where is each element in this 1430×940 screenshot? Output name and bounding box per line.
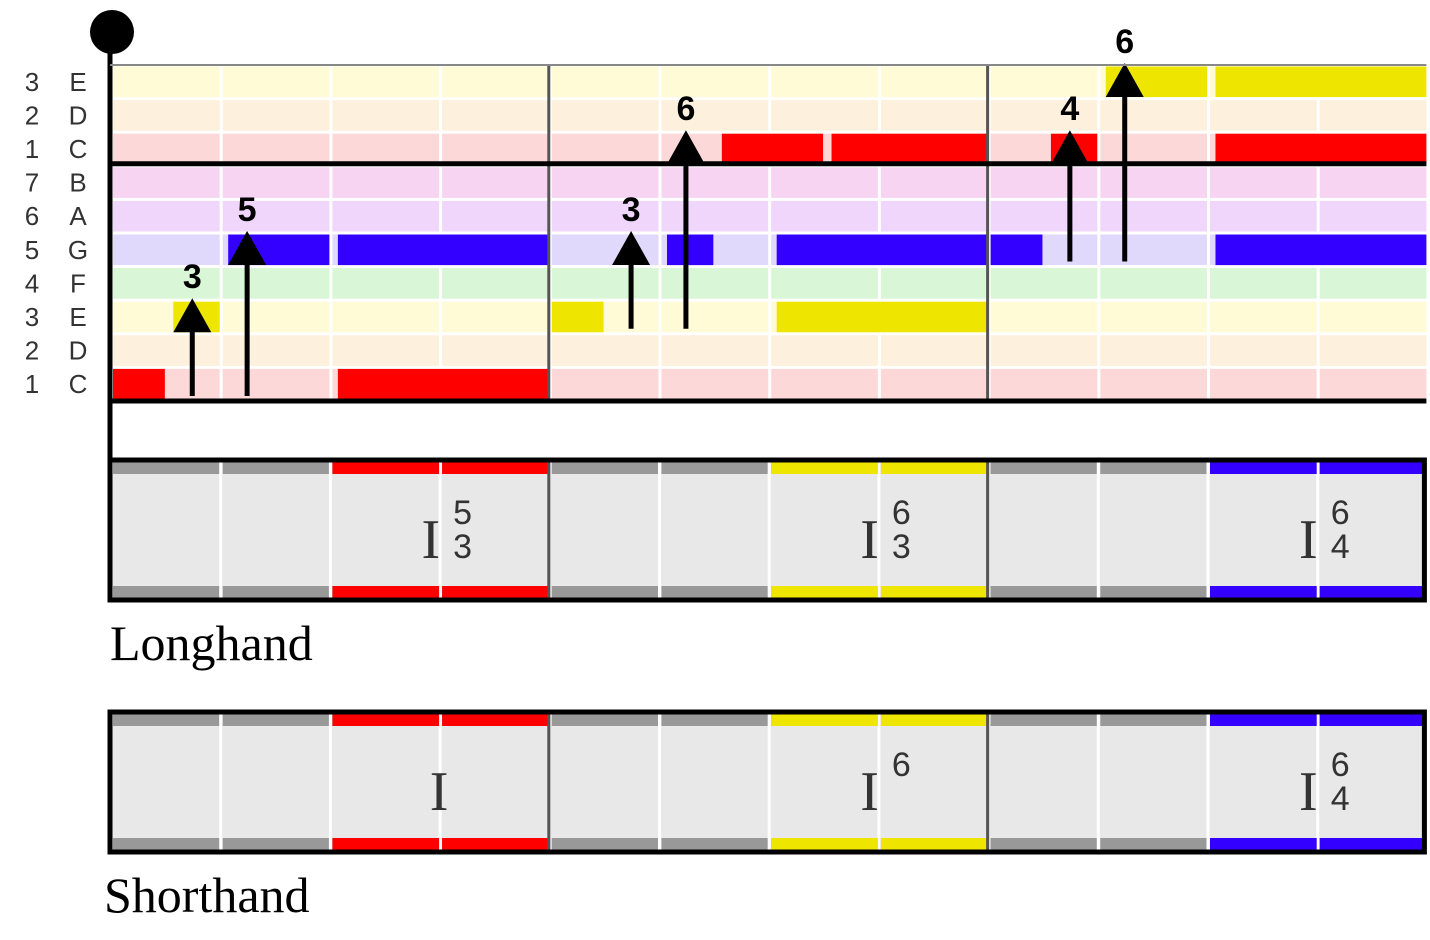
interval-label: 4 (1060, 90, 1080, 129)
figure-upper: 5 (453, 494, 473, 532)
strip-bottom-edge (223, 838, 330, 850)
roman-numeral: I (421, 509, 441, 571)
grid-cell (991, 201, 1098, 232)
grid-cell (881, 67, 988, 98)
grid-cell (552, 167, 659, 198)
grid-cell (1210, 268, 1317, 299)
grid-cell (442, 167, 549, 198)
grid-cell (1100, 167, 1207, 198)
grid-cell (552, 100, 659, 131)
grid-cell (881, 167, 988, 198)
axis-marker (90, 10, 134, 54)
grid-cell (991, 167, 1098, 198)
roman-numeral: I (429, 761, 449, 823)
strip-top-edge (552, 462, 659, 474)
note-bar (777, 235, 988, 266)
grid-cell (442, 201, 549, 232)
grid-cell (662, 268, 769, 299)
grid-cell (332, 167, 439, 198)
grid-cell (552, 67, 659, 98)
grid-cell (1210, 335, 1317, 366)
note-bar (113, 369, 165, 400)
chord-color-bar (771, 462, 878, 474)
grid-cell (1320, 335, 1427, 366)
grid-cell (991, 67, 1098, 98)
note-name-label: D (68, 335, 88, 366)
scale-degree-label: 1 (24, 369, 40, 400)
note-name-label: C (68, 369, 88, 400)
strip-top-edge (991, 714, 1098, 726)
note-bar (338, 235, 549, 266)
grid-cell (223, 369, 330, 400)
strip-bottom-edge (552, 838, 659, 850)
grid-cell (1100, 302, 1207, 333)
grid-cell (332, 302, 439, 333)
note-name-label: A (69, 201, 87, 232)
grid-cell (991, 302, 1098, 333)
note-name-label: E (69, 302, 87, 332)
grid-cell (113, 335, 220, 366)
grid-cell (332, 201, 439, 232)
grid-cell (1100, 134, 1207, 165)
scale-degree-label: 6 (24, 201, 40, 232)
chord-color-bar (1210, 586, 1317, 598)
grid-cell (1210, 100, 1317, 131)
strip-top-edge (223, 714, 330, 726)
chord-color-bar (332, 462, 439, 474)
note-bar (1215, 235, 1426, 266)
strip-bottom-edge (662, 586, 769, 598)
note-bar (667, 235, 713, 266)
interval-label: 6 (676, 90, 696, 129)
strip-top-edge (552, 714, 659, 726)
note-bar (552, 302, 604, 333)
scale-degree-label: 1 (24, 134, 40, 164)
chord-color-bar (442, 462, 549, 474)
note-name-label: G (67, 234, 89, 265)
pitch-grid (113, 67, 1426, 400)
figure-lower: 3 (453, 528, 473, 566)
note-bar (338, 369, 549, 400)
grid-cell (881, 369, 988, 400)
grid-cell (1100, 268, 1207, 299)
grid-cell (223, 67, 330, 98)
grid-cell (1100, 201, 1207, 232)
interval-label: 6 (1115, 23, 1135, 61)
note-name-label: F (70, 268, 86, 299)
strip-bottom-edge (113, 586, 220, 598)
scale-degree-label: 7 (24, 167, 40, 198)
grid-cell (113, 67, 220, 98)
roman-numeral: I (1299, 509, 1318, 571)
chord-color-bar (1320, 586, 1427, 598)
scale-degree-label: 4 (24, 268, 40, 299)
grid-cell (991, 100, 1098, 131)
chord-color-bar (1320, 838, 1427, 850)
grid-cell (771, 369, 878, 400)
strip-bottom-edge (113, 838, 220, 850)
roman-numeral: I (1299, 761, 1318, 823)
note-bar (832, 134, 988, 165)
chord-color-bar (1320, 714, 1427, 726)
strip-top-edge (223, 462, 330, 474)
chord-color-bar (881, 838, 988, 850)
chord-color-bar (1210, 714, 1317, 726)
figure-lower: 4 (1330, 780, 1350, 818)
scale-degree-label: 3 (24, 66, 40, 97)
grid-cell (1210, 302, 1317, 333)
chord-color-bar (332, 586, 439, 598)
grid-cell (113, 167, 220, 198)
strip-bottom-edge (223, 586, 330, 598)
grid-cell (771, 67, 878, 98)
grid-cell (552, 335, 659, 366)
grid-cell (442, 335, 549, 366)
grid-cell (662, 369, 769, 400)
strip-bottom-edge (1100, 586, 1207, 598)
chord-color-bar (881, 714, 988, 726)
scale-degree-label: 5 (24, 234, 40, 265)
grid-cell (771, 201, 878, 232)
note-name-label: C (68, 134, 88, 164)
grid-cell (223, 134, 330, 165)
grid-cell (662, 335, 769, 366)
grid-cell (442, 268, 549, 299)
note-bar (722, 134, 823, 165)
grid-cell (552, 201, 659, 232)
chord-color-bar (1320, 462, 1427, 474)
grid-cell (552, 369, 659, 400)
grid-cell (1210, 369, 1317, 400)
strip-top-edge (113, 714, 220, 726)
grid-cell (881, 201, 988, 232)
figure-upper: 6 (891, 746, 911, 784)
grid-cell (881, 335, 988, 366)
grid-cell (223, 302, 330, 333)
grid-cell (332, 134, 439, 165)
chord-color-bar (332, 838, 439, 850)
scale-degree-label: 3 (24, 302, 40, 332)
grid-cell (552, 268, 659, 299)
grid-cell (442, 100, 549, 131)
figure-lower: 4 (1330, 528, 1350, 566)
strip-bottom-edge (991, 838, 1098, 850)
chord-color-bar (881, 586, 988, 598)
chord-color-bar (332, 714, 439, 726)
grid-cell (113, 134, 220, 165)
grid-cell (332, 67, 439, 98)
grid-cell (771, 100, 878, 131)
strip-top-edge (1100, 714, 1207, 726)
grid-cell (442, 134, 549, 165)
grid-cell (1100, 335, 1207, 366)
grid-cell (1320, 100, 1427, 131)
figure-lower: 3 (891, 528, 911, 566)
chord-color-bar (442, 838, 549, 850)
figure-upper: 6 (1330, 746, 1350, 784)
shorthand-caption: Shorthand (104, 867, 310, 923)
grid-cell (223, 335, 330, 366)
note-bar (777, 302, 988, 333)
strip-top-edge (662, 714, 769, 726)
grid-cell (442, 302, 549, 333)
grid-cell (332, 100, 439, 131)
scale-labels (25, 67, 88, 399)
grid-cell (662, 302, 769, 333)
figure-upper: 6 (1330, 494, 1350, 532)
chord-color-bar (442, 714, 549, 726)
grid-cell (113, 235, 220, 266)
grid-cell (991, 369, 1098, 400)
grid-cell (552, 134, 659, 165)
grid-cell (1210, 201, 1317, 232)
scale-degree-label: 2 (24, 100, 40, 131)
strip-bottom-edge (662, 838, 769, 850)
grid-cell (1100, 235, 1207, 266)
chord-color-bar (1210, 838, 1317, 850)
grid-cell (1320, 268, 1427, 299)
longhand-caption: Longhand (110, 615, 313, 671)
grid-cell (1320, 369, 1427, 400)
note-name-label: D (68, 100, 88, 131)
chord-color-bar (442, 586, 549, 598)
roman-numeral: I (860, 509, 879, 571)
grid-cell (991, 335, 1098, 366)
grid-cell (113, 268, 220, 299)
chord-color-bar (771, 838, 878, 850)
strip-top-edge (1100, 462, 1207, 474)
grid-cell (442, 67, 549, 98)
grid-cell (1320, 302, 1427, 333)
grid-cell (881, 268, 988, 299)
strip-top-edge (113, 462, 220, 474)
chord-color-bar (771, 714, 878, 726)
interval-label: 5 (237, 191, 257, 229)
grid-cell (662, 201, 769, 232)
grid-cell (113, 100, 220, 131)
interval-label: 3 (621, 191, 641, 229)
grid-cell (662, 167, 769, 198)
grid-cell (771, 167, 878, 198)
grid-cell (1320, 167, 1427, 198)
grid-cell (1100, 100, 1207, 131)
grid-cell (881, 100, 988, 131)
strip-bottom-edge (1100, 838, 1207, 850)
grid-cell (771, 335, 878, 366)
grid-cell (223, 100, 330, 131)
strip-top-edge (662, 462, 769, 474)
grid-cell (771, 268, 878, 299)
grid-cell (991, 268, 1098, 299)
grid-cell (1320, 201, 1427, 232)
note-name-label: B (69, 167, 87, 198)
roman-numeral: I (860, 761, 879, 823)
grid-cell (223, 268, 330, 299)
figure-upper: 6 (891, 494, 911, 532)
strip-bottom-edge (552, 586, 659, 598)
note-bar (1215, 67, 1426, 98)
interval-label: 3 (182, 258, 202, 297)
note-bar (991, 235, 1043, 266)
grid-cell (332, 335, 439, 366)
chord-color-bar (1210, 462, 1317, 474)
grid-cell (113, 201, 220, 232)
chord-color-bar (771, 586, 878, 598)
chord-color-bar (881, 462, 988, 474)
scale-degree-label: 2 (24, 335, 40, 366)
grid-cell (1210, 167, 1317, 198)
strip-top-edge (991, 462, 1098, 474)
strip-bottom-edge (991, 586, 1098, 598)
grid-cell (332, 268, 439, 299)
note-bar (1215, 134, 1426, 165)
grid-cell (1100, 369, 1207, 400)
note-name-label: E (69, 66, 87, 97)
